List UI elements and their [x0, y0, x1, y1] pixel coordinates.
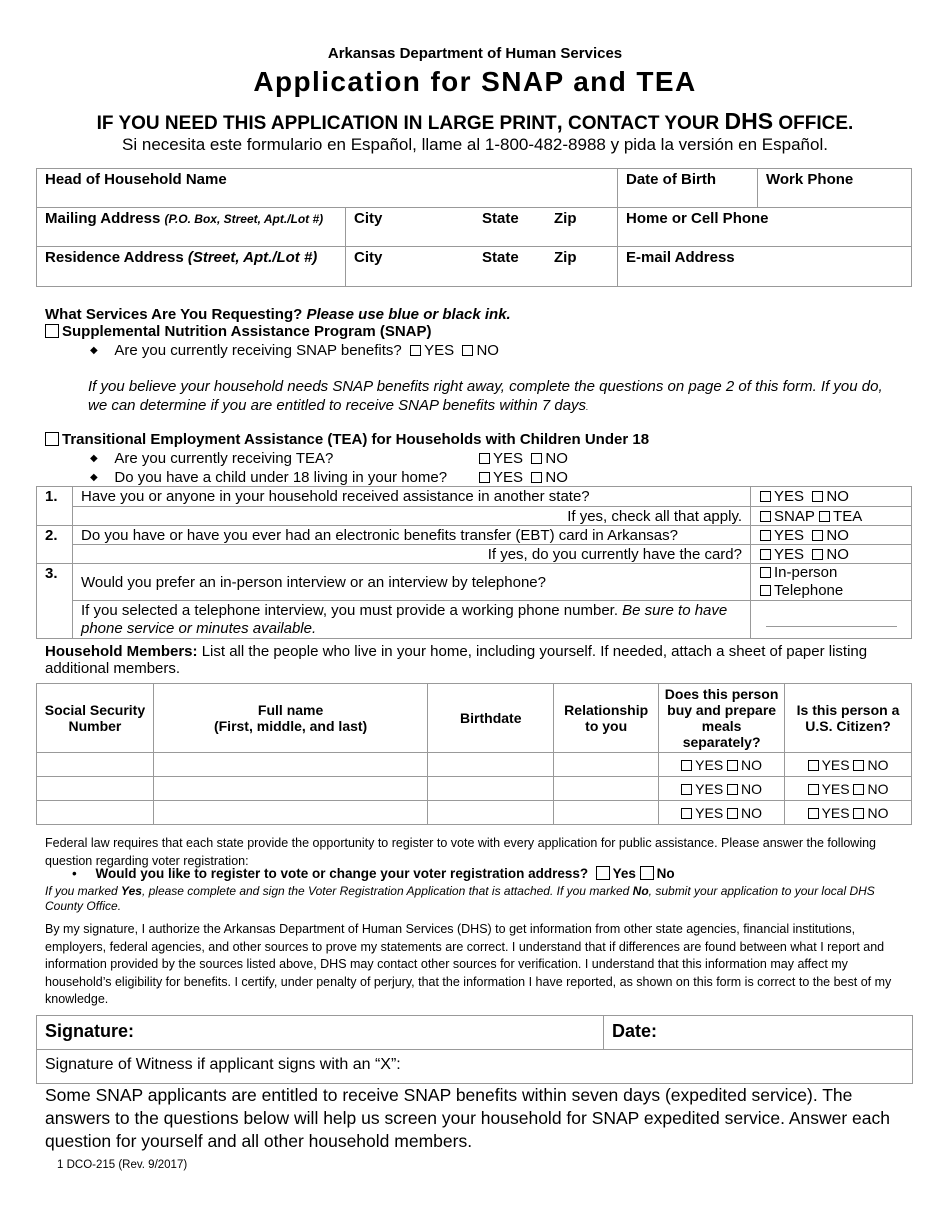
tea-checkbox[interactable]	[45, 432, 59, 446]
meals-no-checkbox[interactable]	[727, 760, 738, 771]
citizen-header: Is this person a U.S. Citizen?	[785, 684, 912, 753]
q3-in-person-checkbox[interactable]	[760, 567, 771, 578]
large-print-notice: IF YOU NEED THIS APPLICATION IN LARGE PRINT, CONTACT YOUR DHS OFFICE.	[96, 108, 854, 134]
expedited-service-note: Some SNAP applicants are entitled to receive SNAP benefits within seven days (expedited service). The answers to the questions below will help us screen your household for SNAP expedited service. Answer each question for yourself and all other household members.	[45, 1085, 891, 1151]
bullet-icon: ◆	[90, 453, 98, 464]
tea-option[interactable]: Transitional Employment Assistance (TEA) for Households with Children Under 18	[45, 431, 649, 448]
residence-state-field[interactable]: State	[482, 249, 519, 266]
agency-name: Arkansas Department of Human Services	[327, 45, 623, 62]
citizen-cell: YES NO	[785, 801, 912, 825]
meals-cell: YES NO	[659, 801, 785, 825]
q2-subquestion: If yes, do you currently have the card?	[73, 545, 751, 564]
q1-subquestion: If yes, check all that apply.	[73, 507, 751, 526]
head-of-household-field[interactable]: Head of Household Name	[45, 171, 227, 188]
mailing-address-field[interactable]: Mailing Address (P.O. Box, Street, Apt./Lot #)	[45, 210, 324, 227]
meals-yes-checkbox[interactable]	[681, 760, 692, 771]
name-cell[interactable]	[153, 753, 427, 777]
table-row	[37, 753, 912, 777]
q1-yes-checkbox[interactable]	[760, 491, 771, 502]
snap-current-question: ◆ Are you currently receiving SNAP benefits? YES NO	[90, 342, 499, 359]
citizen-no-checkbox[interactable]	[853, 808, 864, 819]
voter-no-checkbox[interactable]	[640, 866, 654, 880]
signature-field[interactable]: Signature:	[45, 1021, 135, 1041]
voter-question: • Would you like to register to vote or change your voter registration address? Yes No	[72, 866, 675, 881]
relationship-cell[interactable]	[554, 801, 659, 825]
q1-tea-checkbox[interactable]	[819, 511, 830, 522]
q1-sub-answers: SNAP TEA	[751, 507, 912, 526]
work-phone-field[interactable]: Work Phone	[766, 171, 854, 188]
q3-telephone-checkbox[interactable]	[760, 585, 771, 596]
citizen-yes-checkbox[interactable]	[808, 760, 819, 771]
household-instructions: Household Members: List all the people who live in your home, including yourself. If needed, attach a sheet of paper listing additional members.	[45, 643, 868, 677]
table-row	[37, 801, 912, 825]
tea-question-1: ◆ Are you currently receiving TEA?	[90, 450, 334, 467]
witness-signature-field[interactable]: Signature of Witness if applicant signs with an “X”:	[45, 1056, 401, 1073]
q2-text: Do you have or have you ever had an electronic benefits transfer (EBT) card in Arkansas?	[73, 526, 751, 545]
citizen-no-checkbox[interactable]	[853, 784, 864, 795]
q3-text: Would you prefer an in-person interview or an interview by telephone?	[73, 564, 751, 601]
ssn-header: Social Security Number	[37, 684, 154, 753]
meals-no-checkbox[interactable]	[727, 808, 738, 819]
birthdate-cell[interactable]	[428, 753, 554, 777]
q2-card-yes-checkbox[interactable]	[760, 549, 771, 560]
date-of-birth-field[interactable]: Date of Birth	[626, 171, 716, 188]
q2-card-no-checkbox[interactable]	[812, 549, 823, 560]
form-id: 1 DCO-215 (Rev. 9/2017)	[57, 1159, 188, 1171]
bullet-icon: ◆	[90, 345, 98, 356]
q3-phone-note: If you selected a telephone interview, you must provide a working phone number. Be sure to have phone service or minutes available.	[73, 601, 751, 639]
snap-option[interactable]: Supplemental Nutrition Assistance Program (SNAP)	[45, 323, 432, 340]
voter-intro: Federal law requires that each state provide the opportunity to register to vote with every application for public assistance. Please answer the following question regarding voter registration:	[45, 836, 877, 868]
relationship-header: Relationship to you	[554, 684, 659, 753]
page-title: Application for SNAP and TEA	[253, 66, 697, 97]
mailing-state-field[interactable]: State	[482, 210, 519, 227]
meals-cell: YES NO	[659, 777, 785, 801]
q2-sub-answers: YES NO	[751, 545, 912, 564]
citizen-no-checkbox[interactable]	[853, 760, 864, 771]
home-cell-phone-field[interactable]: Home or Cell Phone	[626, 210, 769, 227]
date-field[interactable]: Date:	[612, 1021, 658, 1041]
q2-yes-checkbox[interactable]	[760, 530, 771, 541]
ssn-cell[interactable]	[37, 777, 154, 801]
q1-text: Have you or anyone in your household received assistance in another state?	[73, 487, 751, 507]
meals-header: Does this person buy and prepare meals separately?	[659, 684, 785, 753]
meals-no-checkbox[interactable]	[727, 784, 738, 795]
relationship-cell[interactable]	[554, 753, 659, 777]
ssn-cell[interactable]	[37, 753, 154, 777]
birthdate-header: Birthdate	[428, 684, 554, 753]
voter-note: If you marked Yes, please complete and sign the Voter Registration Application that is attached. If you marked No, submit your application to your local DHS County Office.	[45, 884, 875, 913]
voter-yes-checkbox[interactable]	[596, 866, 610, 880]
name-header: Full name (First, middle, and last)	[153, 684, 427, 753]
q3-phone-number-field[interactable]	[751, 601, 912, 639]
table-row	[37, 777, 912, 801]
q2-number: 2.	[37, 526, 73, 564]
tea-question-1-answers: YES NO	[479, 450, 568, 467]
snap-current-no-checkbox[interactable]	[462, 345, 473, 356]
birthdate-cell[interactable]	[428, 777, 554, 801]
meals-cell: YES NO	[659, 753, 785, 777]
citizen-cell: YES NO	[785, 777, 912, 801]
meals-yes-checkbox[interactable]	[681, 808, 692, 819]
tea-current-no-checkbox[interactable]	[531, 453, 542, 464]
citizen-yes-checkbox[interactable]	[808, 808, 819, 819]
q1-answers: YES NO	[751, 487, 912, 507]
questions-table	[36, 486, 912, 639]
q1-number: 1.	[37, 487, 73, 526]
citizen-cell: YES NO	[785, 753, 912, 777]
tea-child-yes-checkbox[interactable]	[479, 472, 490, 483]
q1-snap-checkbox[interactable]	[760, 511, 771, 522]
tea-current-yes-checkbox[interactable]	[479, 453, 490, 464]
bullet-icon: •	[72, 866, 77, 881]
authorization-statement: By my signature, I authorize the Arkansas Department of Human Services (DHS) to get information from other state agencies, financial institutions, employers, federal agencies, and other sources to prove my statements are correct. I understand that if differences are found between what I report and information provided by the sources listed above, DHS may contact other sources for verification. I understand that this information may affect my household’s eligibility for benefits. I certify, under penalty of perjury, that the information I have reported, as shown on this form is correct to the best of my knowledge.	[45, 922, 892, 1006]
snap-expedited-note: If you believe your household needs SNAP benefits right away, complete the questions on page 2 of this form. If you do, we can determine if you are entitled to receive SNAP benefits within 7 days.	[88, 378, 883, 414]
q2-no-checkbox[interactable]	[812, 530, 823, 541]
spanish-notice: Si necesita este formulario en Español, llame al 1-800-482-8988 y pida la versión en Español.	[122, 135, 828, 154]
email-field[interactable]: E-mail Address	[626, 249, 735, 266]
mailing-zip-field[interactable]: Zip	[554, 210, 577, 227]
mailing-city-field[interactable]: City	[354, 210, 383, 227]
relationship-cell[interactable]	[554, 777, 659, 801]
name-cell[interactable]	[153, 801, 427, 825]
residence-city-field[interactable]: City	[354, 249, 383, 266]
residence-zip-field[interactable]: Zip	[554, 249, 577, 266]
tea-question-2: ◆ Do you have a child under 18 living in your home?	[90, 469, 448, 486]
snap-current-yes-checkbox[interactable]	[410, 345, 421, 356]
snap-checkbox[interactable]	[45, 324, 59, 338]
tea-question-2-answers: YES NO	[479, 469, 568, 486]
name-cell[interactable]	[153, 777, 427, 801]
birthdate-cell[interactable]	[428, 801, 554, 825]
citizen-yes-checkbox[interactable]	[808, 784, 819, 795]
meals-yes-checkbox[interactable]	[681, 784, 692, 795]
services-heading: What Services Are You Requesting? Please use blue or black ink.	[45, 306, 511, 323]
residence-address-field[interactable]: Residence Address (Street, Apt./Lot #)	[45, 249, 318, 266]
ssn-cell[interactable]	[37, 801, 154, 825]
q2-answers: YES NO	[751, 526, 912, 545]
q3-number: 3.	[37, 564, 73, 639]
bullet-icon: ◆	[90, 472, 98, 483]
household-table	[36, 683, 912, 825]
q1-no-checkbox[interactable]	[812, 491, 823, 502]
q3-answers: In-person Telephone	[751, 564, 912, 601]
tea-child-no-checkbox[interactable]	[531, 472, 542, 483]
